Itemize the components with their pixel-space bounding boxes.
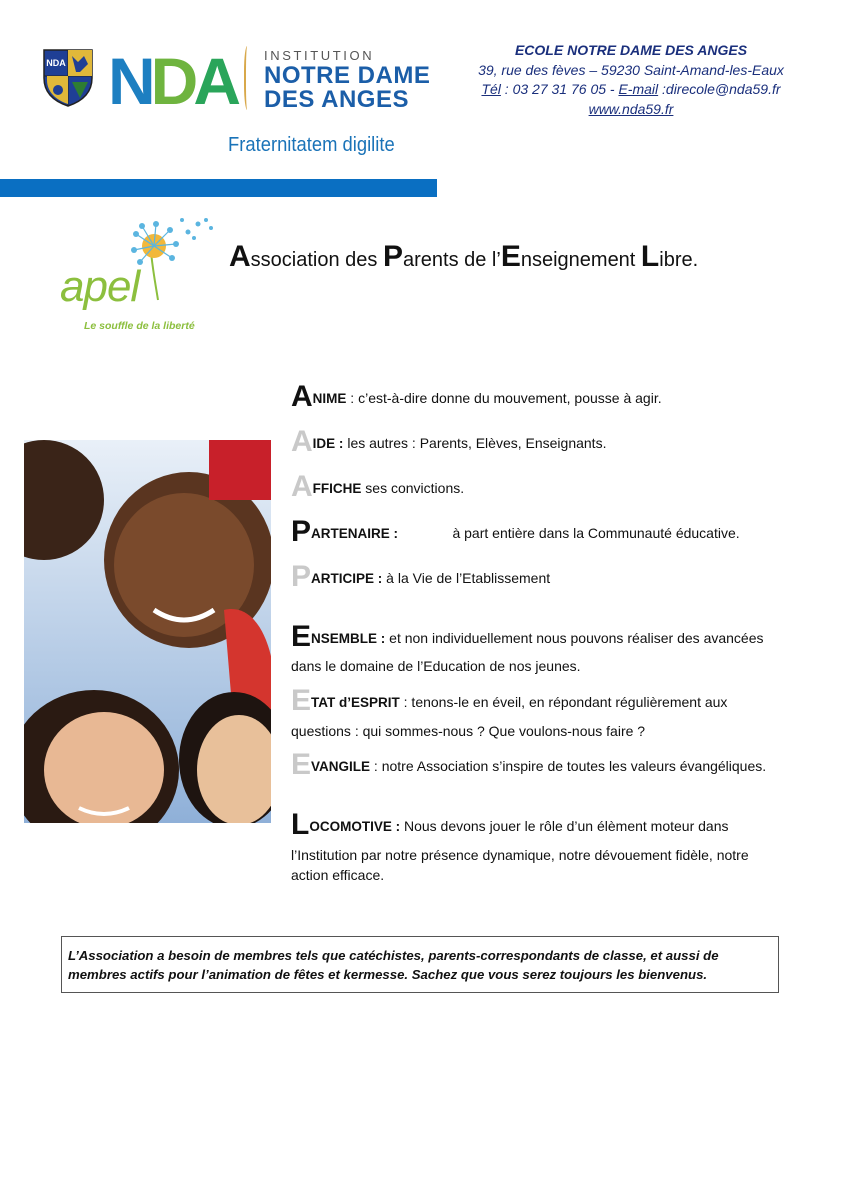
acrostic-letter: A xyxy=(291,425,313,458)
acrostic-continuation: action efficace. xyxy=(291,867,385,883)
acrostic-text: et non individuellement nous pouvons réaliser des avancées xyxy=(385,630,764,646)
acrostic-text: à part entière dans la Communauté éducative. xyxy=(398,525,740,541)
title-text: nseignement xyxy=(520,249,641,271)
institution-label: INSTITUTION xyxy=(264,48,375,63)
email-value[interactable]: :direcole@nda59.fr xyxy=(658,81,781,97)
acrostic-row-partenaire xyxy=(291,515,740,549)
school-address: 39, rue des fèves – 59230 Saint-Amand-les-Eaux xyxy=(478,61,784,78)
acrostic-letter: P xyxy=(291,515,312,548)
acrostic-letter: L xyxy=(291,808,310,841)
acrostic-text: : notre Association s’inspire de toutes les valeurs évangéliques. xyxy=(370,758,767,774)
acrostic-row-anime xyxy=(291,380,662,414)
acrostic-text: : tenons-le en éveil, en répondant régulièrement aux xyxy=(399,694,728,710)
title-cap: P xyxy=(382,240,403,273)
acrostic-text: ses convictions. xyxy=(361,480,465,496)
title-cap: A xyxy=(229,240,251,273)
apel-wordmark: apel xyxy=(60,262,140,311)
acrostic-row-locomotive xyxy=(291,808,729,842)
association-title xyxy=(229,240,698,274)
title-cap: E xyxy=(500,240,521,273)
title-text: ssociation des xyxy=(250,249,383,271)
acrostic-continuation: questions : qui sommes-nous ? Que voulons-nous faire ? xyxy=(291,723,646,739)
acrostic-letter: A xyxy=(291,380,313,413)
email-label[interactable]: E-mail xyxy=(618,81,659,97)
tel-value: : 03 27 31 76 05 - xyxy=(500,81,619,97)
acrostic-letter: E xyxy=(291,748,312,781)
acrostic-letter: P xyxy=(291,560,312,593)
logo-letter-n: N xyxy=(108,44,151,118)
acrostic-row-etat-esprit xyxy=(291,684,727,718)
acrostic-text: : c’est-à-dire donne du mouvement, pousse à agir. xyxy=(346,390,662,406)
acrostic-row-affiche xyxy=(291,470,464,504)
acrostic-row-aide xyxy=(291,425,606,459)
tel-label: Tél xyxy=(481,81,501,97)
acrostic-row-evangile xyxy=(291,748,766,782)
logo-letter-d: D xyxy=(150,44,194,118)
children-photo xyxy=(24,440,271,823)
acrostic-keyword: FFICHE xyxy=(312,481,362,496)
membership-notice xyxy=(61,936,779,993)
acrostic-keyword: ARTICIPE : xyxy=(311,571,383,586)
logo-letter-a: A xyxy=(193,44,237,118)
acrostic-keyword: ARTENAIRE : xyxy=(311,526,399,541)
motto: Fraternitatem digilite xyxy=(228,134,395,156)
logo-divider xyxy=(244,46,252,110)
acrostic-keyword: NIME xyxy=(312,391,347,406)
acrostic-continuation: l’Institution par notre présence dynamique, notre dévouement fidèle, notre xyxy=(291,847,749,863)
notice-line2: membres actifs pour l’animation de fêtes et kermesse. Sachez que vous serez toujours les bienvenus. xyxy=(68,967,708,982)
school-name: ECOLE NOTRE DAME DES ANGES xyxy=(514,42,748,58)
title-text: ibre. xyxy=(659,249,699,271)
acrostic-row-ensemble xyxy=(291,620,764,654)
title-cap: L xyxy=(640,240,660,273)
nda-logo xyxy=(108,44,237,118)
acrostic-keyword: NSEMBLE : xyxy=(311,631,386,646)
title-text: arents de l’ xyxy=(402,249,501,271)
acrostic-keyword: TAT d’ESPRIT xyxy=(311,695,400,710)
acrostic-letter: E xyxy=(291,620,312,653)
acrostic-keyword: IDE : xyxy=(312,436,344,451)
notice-line1: L’Association a besoin de membres tels que catéchistes, parents-correspondants de classe, et aussi de xyxy=(68,948,719,963)
school-phone-email xyxy=(468,80,794,100)
acrostic-continuation: dans le domaine de l’Education de nos jeunes. xyxy=(291,658,581,674)
acrostic-keyword: VANGILE xyxy=(311,759,371,774)
apel-slogan: Le souffle de la liberté xyxy=(84,320,195,332)
header-bar xyxy=(0,179,437,197)
acrostic-letter: E xyxy=(291,684,312,717)
crest-letters: NDA xyxy=(46,58,66,68)
acrostic-text: à la Vie de l’Etablissement xyxy=(382,570,551,586)
school-crest xyxy=(42,48,94,108)
acrostic-text: Nous devons jouer le rôle d’un élèment moteur dans xyxy=(400,818,729,834)
acrostic-letter: A xyxy=(291,470,313,503)
website-link[interactable]: www.nda59.fr xyxy=(588,100,674,117)
acrostic-text: les autres : Parents, Elèves, Enseignants. xyxy=(343,435,607,451)
school-contact xyxy=(468,41,794,119)
institution-name-line2: DES ANGES xyxy=(264,86,409,113)
institution-name-line1: NOTRE DAME xyxy=(264,62,431,89)
acrostic-row-participe xyxy=(291,560,550,594)
acrostic-keyword: OCOMOTIVE : xyxy=(309,819,401,834)
